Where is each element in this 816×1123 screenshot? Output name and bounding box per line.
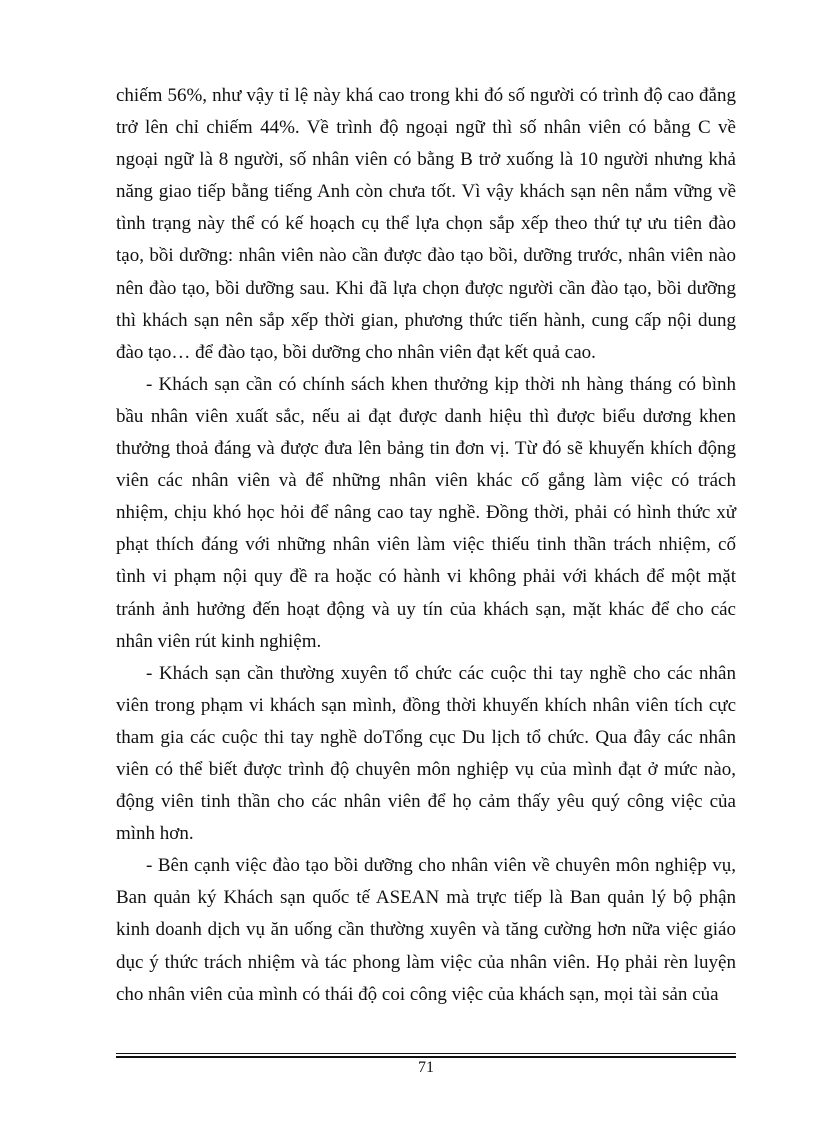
text-line: nhân viên rút kinh nghiệm. (116, 630, 322, 652)
text-line: tránh ảnh hưởng đến hoạt động và uy tín của khách sạn, mặt khác để cho các (116, 598, 736, 620)
text-line: thưởng thoả đáng và được đưa lên bảng tin đơn vị. Từ đó sẽ khuyến khích động (116, 438, 736, 460)
text-line: tham gia các cuộc thi tay nghề doTổng cục Du lịch tổ chức. Qua đây các nhân (116, 726, 736, 748)
text-line: mình hơn. (116, 823, 194, 845)
page-number: 71 (418, 1059, 434, 1076)
body-text (116, 80, 736, 1011)
text-line: tạo, bồi dưỡng: nhân viên nào cần được đào tạo bồi, dưỡng trước, nhân viên nào (116, 245, 736, 267)
text-line: - Bên cạnh việc đào tạo bồi dưỡng cho nhân viên về chuyên môn nghiệp vụ, (146, 855, 736, 877)
text-line: bầu nhân viên xuất sắc, nếu ai đạt được danh hiệu thì được biểu dương khen (116, 405, 736, 427)
text-line: nhiệm, chịu khó học hỏi để nâng cao tay nghề. Đồng thời, phải có hình thức xử (116, 502, 736, 524)
text-line: chiếm 56%, như vậy tỉ lệ này khá cao trong khi đó số người có trình độ cao đẳng (116, 85, 736, 106)
text-line: thì khách sạn nên sắp xếp thời gian, phương thức tiến hành, cung cấp nội dung (116, 309, 736, 331)
text-line: dục ý thức trách nhiệm và tác phong làm việc của nhân viên. Họ phải rèn luyện (116, 951, 736, 973)
text-line: tình trạng này thể có kế hoạch cụ thể lựa chọn sắp xếp theo thứ tự ưu tiên đào (116, 213, 736, 235)
text-line: tình vi phạm nội quy đề ra hoặc có hành vi không phải với khách để một mặt (116, 566, 736, 588)
text-line: ngoại ngữ là 8 người, số nhân viên có bằng B trở xuống là 10 người nhưng khả (116, 149, 736, 171)
text-line: đào tạo… để đào tạo, bồi dưỡng cho nhân viên đạt kết quả cao. (116, 341, 596, 363)
text-line: viên trong phạm vi khách sạn mình, đồng thời khuyến khích nhân viên tích cực (116, 694, 736, 716)
footer-divider (116, 1053, 736, 1054)
text-line: động viên tinh thần cho các nhân viên để họ cảm thấy yêu quý công việc của (116, 791, 736, 813)
text-line: nên đào tạo, bồi dưỡng sau. Khi đã lựa chọn được người cần đào tạo, bồi dưỡng (116, 277, 736, 299)
text-line: cho nhân viên của mình có thái độ coi công việc của khách sạn, mọi tài sản của (116, 983, 719, 1005)
text-line: trở lên chỉ chiếm 44%. Về trình độ ngoại ngữ thì số nhân viên có bằng C về (116, 117, 736, 139)
text-line: kinh doanh dịch vụ ăn uống cần thường xuyên và tăng cường hơn nữa việc giáo (116, 919, 736, 941)
text-line: - Khách sạn cần thường xuyên tổ chức các cuộc thi tay nghề cho các nhân (146, 662, 736, 684)
text-line: viên có thể biết được trình độ chuyên môn nghiệp vụ của mình đạt ở mức nào, (116, 758, 736, 780)
text-line: năng giao tiếp bằng tiếng Anh còn chưa tốt. Vì vậy khách sạn nên nắm vững về (116, 181, 736, 203)
text-line: - Khách sạn cần có chính sách khen thưởng kịp thời nh hàng tháng có bình (146, 373, 736, 395)
text-line: Ban quản ký Khách sạn quốc tế ASEAN mà trực tiếp là Ban quản lý bộ phận (116, 887, 736, 909)
text-line: phạt thích đáng với những nhân viên làm việc thiếu tinh thần trách nhiệm, cố (116, 534, 736, 556)
text-line: viên các nhân viên và để những nhân viên khác cố gắng làm việc có trách (116, 470, 736, 492)
